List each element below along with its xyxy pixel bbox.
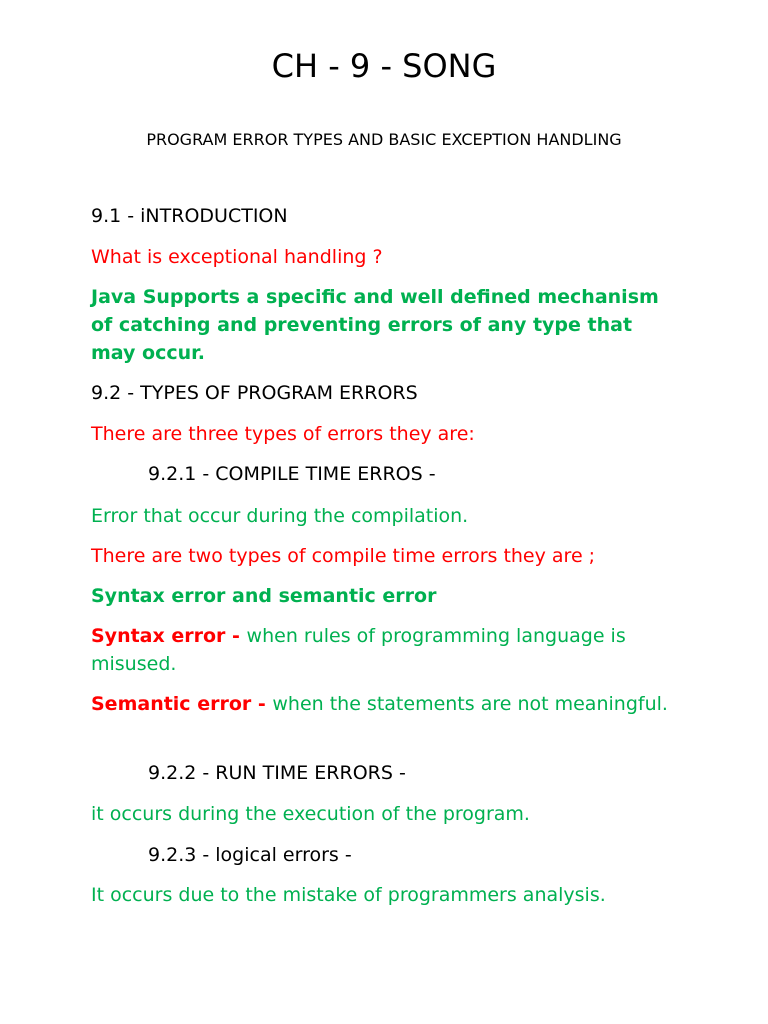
syntax-error-entry: [91, 622, 681, 678]
compile-time-types-intro: There are two types of compile time errors they are ;: [91, 545, 596, 567]
compile-time-heading: 9.2.1 - COMPILE TIME ERROS -: [148, 463, 436, 485]
semantic-error-description: when the statements are not meaningful.: [272, 693, 668, 715]
section-9-2-heading: 9.2 - TYPES OF PROGRAM ERRORS: [91, 382, 418, 404]
section-9-1-question: What is exceptional handling ?: [91, 246, 383, 268]
syntax-error-term: Syntax error -: [91, 625, 247, 647]
run-time-definition: it occurs during the execution of the program.: [91, 803, 530, 825]
document-subtitle: PROGRAM ERROR TYPES AND BASIC EXCEPTION HANDLING: [146, 130, 622, 149]
logical-errors-definition: It occurs due to the mistake of programmers analysis.: [91, 884, 606, 906]
section-9-2-intro: There are three types of errors they are:: [91, 423, 475, 445]
section-9-1-answer: Java Supports a specific and well defined mechanism of catching and preventing errors of any type that may occur.: [91, 286, 659, 364]
semantic-error-entry: [91, 690, 681, 718]
compile-time-definition: Error that occur during the compilation.: [91, 505, 469, 527]
document-title: CH - 9 - SONG: [271, 47, 497, 85]
compile-time-types: Syntax error and semantic error: [91, 585, 437, 607]
semantic-error-term: Semantic error -: [91, 693, 273, 715]
run-time-heading: 9.2.2 - RUN TIME ERRORS -: [148, 762, 406, 784]
logical-errors-heading: 9.2.3 - logical errors -: [148, 844, 352, 866]
syntax-error-description: when rules of programming language is misused.: [91, 625, 626, 675]
section-9-1-heading: 9.1 - iNTRODUCTION: [91, 205, 288, 227]
